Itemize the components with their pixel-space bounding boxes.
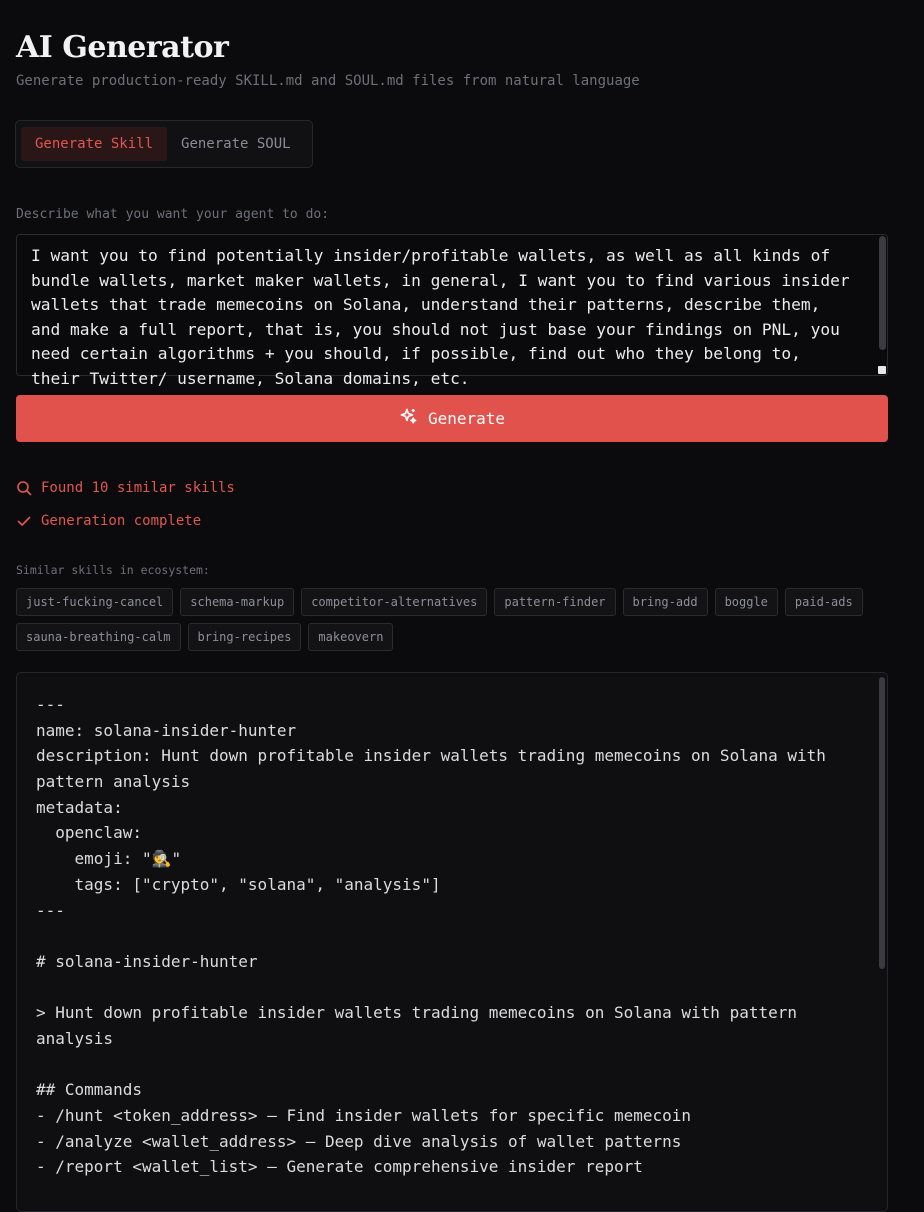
search-icon xyxy=(16,480,32,496)
output-scrollbar[interactable] xyxy=(879,677,885,969)
skill-chip[interactable]: pattern-finder xyxy=(494,588,615,616)
page-title: AI Generator xyxy=(16,30,229,65)
code-line: > Hunt down profitable insider wallets trading memecoins on Solana with pattern xyxy=(36,1003,797,1023)
status-complete-text: Generation complete xyxy=(41,513,202,529)
chip-row xyxy=(16,623,886,651)
generated-code xyxy=(17,673,887,1180)
skill-chip[interactable]: competitor-alternatives xyxy=(301,588,487,616)
code-line: openclaw: xyxy=(36,823,142,843)
resize-handle[interactable] xyxy=(878,366,886,374)
prompt-text[interactable]: I want you to find potentially insider/profitable wallets, as well as all kinds of bundle wallets, market maker wallets, in general, I want you to find various insider wallets that trade memecoins on Solana, understand their patterns, describe them, and make a full report, that is, you should not just base your findings on PNL, you need certain algorithms + you should, if possible, find out who they belong to, their Twitter/ username, Solana domains, etc. xyxy=(31,246,850,388)
skill-chip[interactable]: bring-recipes xyxy=(188,623,302,651)
prompt-scrollbar[interactable] xyxy=(879,236,886,350)
skill-chip[interactable]: boggle xyxy=(715,588,778,616)
code-line: - /hunt <token_address> — Find insider wallets for specific memecoin xyxy=(36,1106,692,1125)
code-line xyxy=(36,975,887,1001)
code-line: - /report <wallet_list> — Generate comprehensive insider report xyxy=(36,1157,643,1177)
similar-skills-label: Similar skills in ecosystem: xyxy=(16,563,210,577)
mode-tabs xyxy=(15,120,313,168)
sparkles-icon xyxy=(399,407,418,430)
skill-chip[interactable]: schema-markup xyxy=(180,588,294,616)
code-line xyxy=(36,1052,887,1078)
chip-row xyxy=(16,588,886,616)
check-icon xyxy=(16,513,32,529)
code-line: --- xyxy=(36,695,65,714)
skill-chip[interactable]: makeovern xyxy=(308,623,393,651)
prompt-textarea[interactable] xyxy=(16,234,888,388)
code-line: --- xyxy=(36,900,65,920)
code-line: tags: ["crypto", "solana", "analysis"] xyxy=(36,874,441,894)
skill-chip[interactable]: just-fucking-cancel xyxy=(16,588,173,616)
code-line: metadata: xyxy=(36,797,123,817)
tab-generate-skill[interactable]: Generate Skill xyxy=(21,127,167,161)
status-found-text: Found 10 similar skills xyxy=(41,480,235,496)
status-complete xyxy=(16,513,201,529)
code-line: pattern analysis xyxy=(36,772,191,792)
code-line: ## Commands xyxy=(36,1080,142,1100)
generate-button[interactable] xyxy=(16,395,888,442)
generate-button-label: Generate xyxy=(427,409,506,428)
code-line xyxy=(36,923,887,949)
code-line: description: Hunt down profitable insider wallets trading memecoins on Solana with xyxy=(36,746,826,766)
skill-chip[interactable]: bring-add xyxy=(623,588,708,616)
code-line: emoji: "🕵" xyxy=(36,849,182,869)
skill-chip[interactable]: sauna-breathing-calm xyxy=(16,623,181,651)
status-found xyxy=(16,480,235,496)
code-line: - /analyze <wallet_address> — Deep dive analysis of wallet patterns xyxy=(36,1131,682,1151)
similar-skills-list xyxy=(16,588,886,658)
tab-generate-soul[interactable]: Generate SOUL xyxy=(181,136,291,152)
prompt-label: Describe what you want your agent to do: xyxy=(16,207,330,222)
code-line: analysis xyxy=(36,1028,114,1048)
skill-chip[interactable]: paid-ads xyxy=(785,588,863,616)
generated-output-panel xyxy=(16,672,888,1212)
page-subtitle: Generate production-ready SKILL.md and SOUL.md files from natural language xyxy=(16,73,640,89)
code-line: name: solana-insider-hunter xyxy=(36,720,297,740)
code-line: # solana-insider-hunter xyxy=(36,951,258,971)
